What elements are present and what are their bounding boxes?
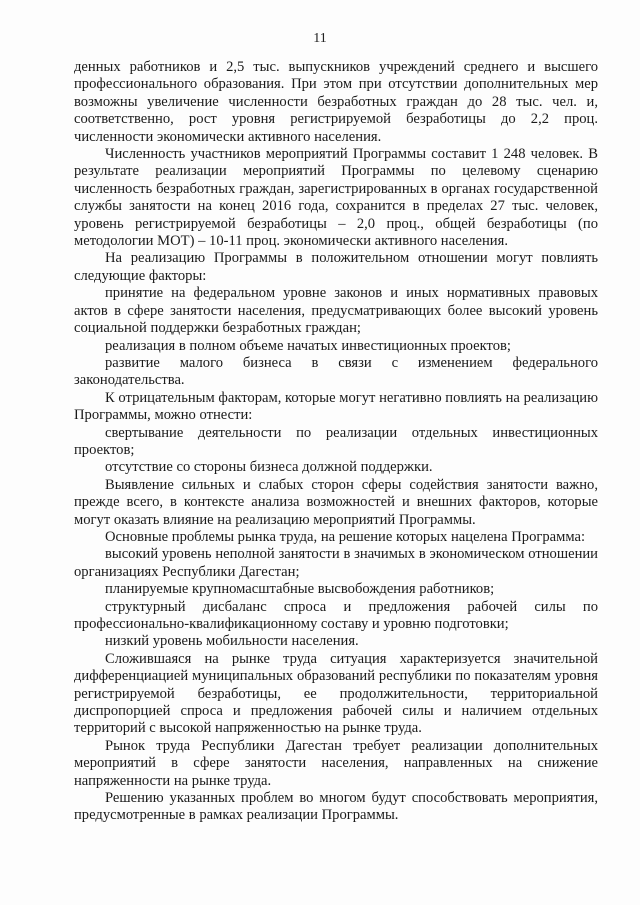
list-item-problem-1: высокий уровень неполной занятости в значимых в экономическом отношении организациях Республики Дагестан; [74,546,598,580]
paragraph-negative-factors-intro: К отрицательным факторам, которые могут негативно повлиять на реализацию Программы, можно отнести: [74,389,598,424]
list-item-positive-1: принятие на федеральном уровне законов и иных нормативных правовых актов в сфере занятости населения, предусматривающих более высокий уровень социальной поддержки безработных граждан; [74,285,598,337]
list-item-negative-2: отсутствие со стороны бизнеса должной поддержки. [105,459,433,476]
paragraph-conclusion: Решению указанных проблем во многом будут способствовать мероприятия, предусмотренные в рамках реализации Программы. [74,790,598,824]
paragraph-situation: Сложившаяся на рынке труда ситуация характеризуется значительной дифференциацией муниципальных образований республики по показателям уровня регистрируемой безработицы, ее продолжительности, территориальной диспропорцией спроса и предложения рабочей силы и наличием отдельных территорий с высокой напряженностью на рынке труда. [74,650,598,737]
paragraph-positive-factors-intro: На реализацию Программы в положительном отношении могут повлиять следующие факторы: [74,250,598,284]
paragraph-problems-intro: Основные проблемы рынка труда, на решение которых нацелена Программа: [105,528,586,545]
list-item-negative-1: свертывание деятельности по реализации отдельных инвестиционных проектов; [74,424,598,458]
page-number: 11 [313,31,327,46]
paragraph-participants: Численность участников мероприятий Программы составит 1 248 человек. В результате реализации мероприятий Программы по целевому сценарию численность безработных граждан, зарегистрированных в органах государственной службы занятости на конец 2016 года, сохранится в пределах 27 тыс. человек, уровень регистрируемой безработицы – 2,0 проц., общей безработицы (по методологии МОТ) – 10-11 проц. экономически активного населения. [74,146,598,250]
list-item-positive-3: развитие малого бизнеса в связи с изменением федерального законодательства. [74,354,598,389]
list-item-problem-3: структурный дисбаланс спроса и предложения рабочей силы по профессионально-квалификационному составу и уровню подготовки; [74,598,598,632]
list-item-positive-2: реализация в полном объеме начатых инвестиционных проектов; [105,337,511,354]
paragraph-continuation: денных работников и 2,5 тыс. выпускников учреждений среднего и высшего профессионального образования. При этом при отсутствии дополнительных мер возможны увеличение численности безработных граждан до 28 тыс. чел. и, соответственно, рост уровня регистрируемой безработицы до 2,2 проц. численности экономически активного населения. [74,59,598,145]
paragraph-swot: Выявление сильных и слабых сторон сферы содействия занятости важно, прежде всего, в контексте анализа возможностей и внешних факторов, которые могут оказать влияние на реализацию мероприятий Программы. [74,476,598,528]
paragraph-labor-market: Рынок труда Республики Дагестан требует реализации дополнительных мероприятий в сфере занятости населения, направленных на снижение напряженности на рынке труда. [74,737,598,789]
list-item-problem-2: планируемые крупномасштабные высвобождения работников; [105,581,495,598]
document-body [74,59,598,825]
list-item-problem-4: низкий уровень мобильности населения. [105,633,359,650]
